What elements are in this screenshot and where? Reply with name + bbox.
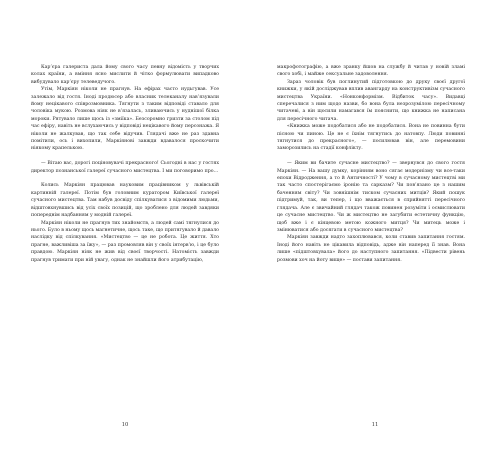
right-page-text <box>277 64 465 264</box>
paragraph: Зараз чоловік був поглинутий підготовкою до друку своєї другої книжки, у якій досліджував вплив авангарду на конструктивізм сучасного мистецтва України. «Нонконформізм. Відбиток часу». Видавці сперечалися з ним щодо назви, бо вона була незрозумілою пересічному читачеві, а він щосили намагався їм пояснити, що книжка не написана для пересічного читача. <box>277 79 465 122</box>
paragraph: Колись Маркіян працював науковим працівником у львівській картинній галереї. Потім був головним куратором Київської галереї сучасного мистецтва. Там набув досвіду спілкуватися з відомими людьми, відштовхнувшись від усіх своїх позицій, що зроблено для людей завдяки попереднім надбанням у модній галереї. <box>31 183 219 219</box>
page-number-right: 11 <box>371 422 379 428</box>
paragraph: Маркіян ніколи не прагнув тих знайомств, а людей самі тягнулися до нього. Було в ньому щось магнетичне, щось таке, що притягувало й давало наслідку від спілкування. «Мистецтво — це не робота. Це життя. Хто прагне, важливіша за їжу», — раз промовляв він у своїх інтерв’ю, і це було правдою. Маркіян ніяк не жив від своєї творчості. Натомість завжди прагнув тримати при ній увагу, однак не знайшли його атрибутацію, <box>31 220 219 263</box>
right-page <box>250 0 500 450</box>
paragraph: макрофотографію, а вже зранку йшов на службу й читав у новій зламі свого хобі, і майже сексуальне задоволення. <box>277 65 465 78</box>
page-number-left: 10 <box>121 422 129 428</box>
paragraph: Маркіян завжди надто захоплювався, коли ставив запитання гостям. Іноді його навіть не цікавила відповідь, адже він наперед її знав. Вона лише «підштовхувала» його до наступного запитання. «Підвести рівень розмови хоч на йоту вище» — постави запитання. <box>277 235 465 263</box>
paragraph: Утім, Маркіян ніколи не прагнув. На ефірах часто нудьгував. Усе залежало від гостя. Іноді продюсер або власник телеканалу нав’язували йому нецікавого співрозмовника. Тягнути з таким відповіді ставало для чоловіка мукою. Розмова ніяк не в’язалась, зливаючись у нуднішої білка мороки. Рятувало лише щось із «зміїка». Безсоромно гризти за столом під час ефіру, навіть не вслухаючись у відповіді нецікавого йому персонажа. Я ніколи не жалкував, що так себе відучив. Глядачі вже не раз здавна помітили, ось і вихопили, Маркіянові завжди вдавалося проскочити ніякому крапелькою. <box>31 87 219 152</box>
paragraph: — Вітаю вас, дорогі поціновувачі прекрасного! Сьогодні в нас у гостях директор познанської галереї сучасного мистецтва. І ми поговоримо про… <box>31 161 219 174</box>
paragraph: — Яким ви бачите сучасне мистецтво? — звернувся до свого гостя Маркіян. — На вашу думку, корінням воно сягає модернізму чи все-таки епохи Відродження, а то й Античності? У чому в сучасному мистецтві ми так часто спостерігаємо іронію та сарказм? Чи пов’язано це з нашим баченням світу? Чи зовнішнім тиском сучасних митців? Який пошук підтримуй, так, ви тепер, і що вважається в сприйнятті пересічного глядача. Але є звичайний глядач також повинен розуміти і осмислювати це сучасне мистецтво. Чи ж мистецтво не загубити естетичну функцію, щоб вже і є кінцевою метою кожного митця? Чи митець може і змінюватися або досягати в сучасного мистецтва? <box>277 161 465 233</box>
left-page-text <box>31 64 219 264</box>
paragraph: «Книжка може подобатися або не подобатися. Вона не повинна бути пісною чи пиною. Це не є їхнім тягнутись до натовпу. Люди повинні тягнутися до прекрасного», — посилював він, але перемовини заморозились на стадії конфлікту. <box>277 124 465 152</box>
paragraph: Кар’єра галериста дала йому свого часу певну відомість у творчих колах країни, а вміння ясно мислити й чітко формулювати випадково вибудувало кар’єру телеведучого. <box>31 65 219 85</box>
